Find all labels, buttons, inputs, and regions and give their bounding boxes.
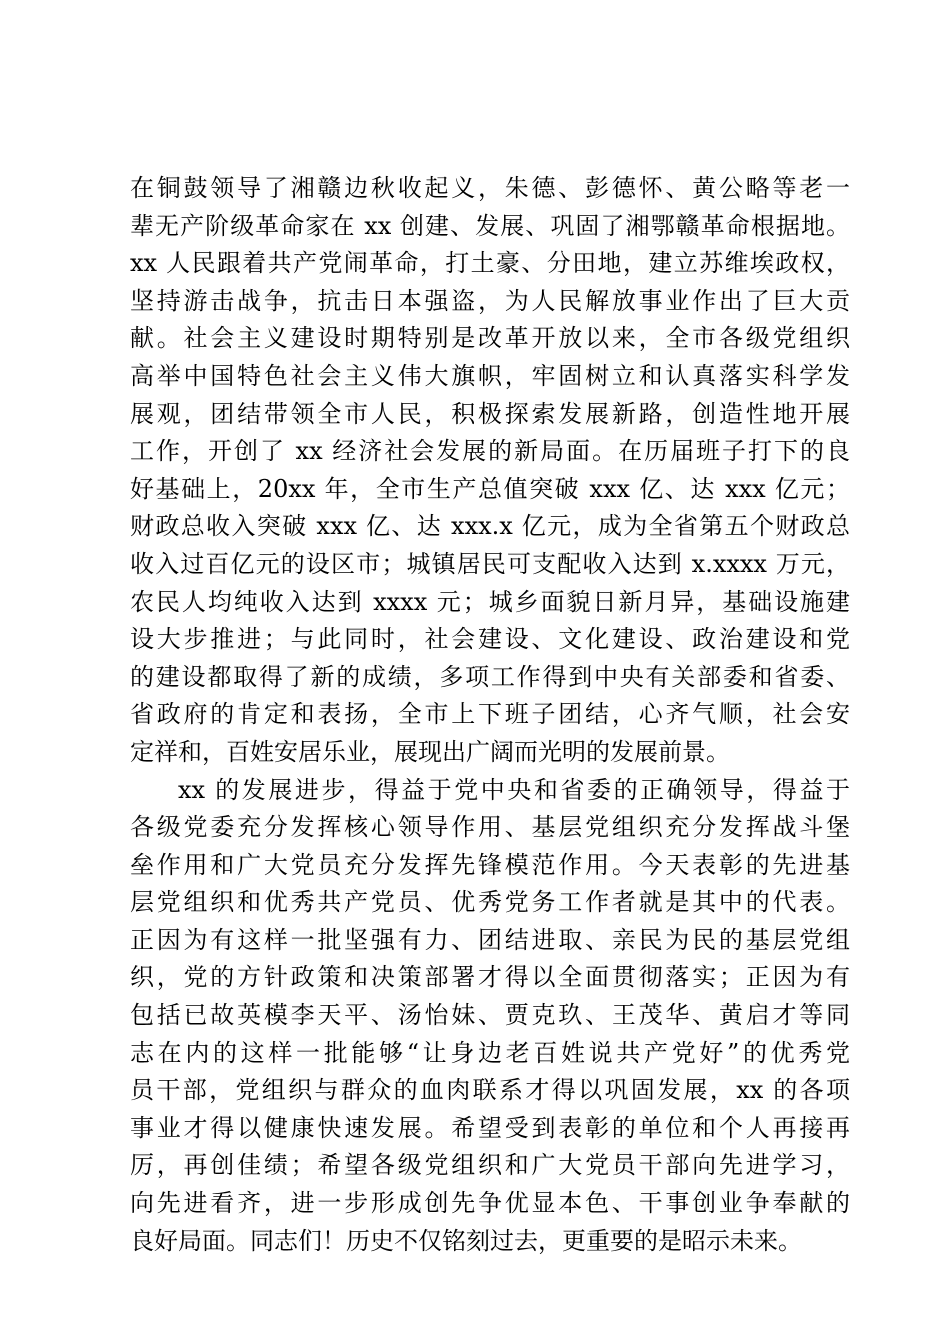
document-body [130,170,850,1260]
text-line: 农民人均纯收入达到 xxxx 元；城乡面貌日新月异，基础设施建 [130,587,850,616]
paragraph [130,170,850,772]
text-line: 设大步推进；与此同时，社会建设、文化建设、政治建设和党 [130,625,850,654]
text-line: 好基础上，20xx 年，全市生产总值突破 xxx 亿、达 xxx 亿元； [130,474,850,503]
text-line: xx 人民跟着共产党闹革命，打土豪、分田地，建立苏维埃政权， [130,249,850,278]
text-line: 省政府的肯定和表扬，全市上下班子团结，心齐气顺，社会安 [130,700,850,729]
text-line: 坚持游击战争，抗击日本强盗，为人民解放事业作出了巨大贡 [130,286,850,315]
text-line: 事业才得以健康快速发展。希望受到表彰的单位和个人再接再 [130,1113,850,1142]
text-line: 高举中国特色社会主义伟大旗帜，牢固树立和认真落实科学发 [130,361,850,390]
text-line: 财政总收入突破 xxx 亿、达 xxx.x 亿元，成为全省第五个财政总 [130,512,850,541]
text-line: 收入过百亿元的设区市；城镇居民可支配收入达到 x.xxxx 万元， [130,549,850,578]
text-line: 志在内的这样一批能够“让身边老百姓说共产党好”的优秀党 [130,1038,850,1067]
text-line: 包括已故英模李天平、汤怡妹、贾克玖、王茂华、黄启才等同 [130,1001,850,1030]
text-line: 展观，团结带领全市人民，积极探索发展新路，创造性地开展 [130,399,850,428]
text-line: 各级党委充分发挥核心领导作用、基层党组织充分发挥战斗堡 [130,813,850,842]
text-line: 工作，开创了 xx 经济社会发展的新局面。在历届班子打下的良 [130,437,850,466]
text-line: 正因为有这样一批坚强有力、团结进取、亲民为民的基层党组 [130,925,850,954]
text-line: 辈无产阶级革命家在 xx 创建、发展、巩固了湘鄂赣革命根据地。 [130,211,850,240]
text-line: 献。社会主义建设时期特别是改革开放以来，全市各级党组织 [130,324,850,353]
text-line: 厉，再创佳绩；希望各级党组织和广大党员干部向先进学习， [130,1151,850,1180]
text-line: 定祥和，百姓安居乐业，展现出广阔而光明的发展前景。 [130,737,730,766]
text-line: 良好局面。同志们！历史不仅铭刻过去，更重要的是昭示未来。 [130,1226,802,1255]
text-line: 向先进看齐，进一步形成创先争优显本色、干事创业争奉献的 [130,1189,850,1218]
text-line: xx 的发展进步，得益于党中央和省委的正确领导，得益于 [178,775,850,804]
paragraph [130,772,850,1261]
text-line: 层党组织和优秀共产党员、优秀党务工作者就是其中的代表。 [130,888,850,917]
text-line: 的建设都取得了新的成绩，多项工作得到中央有关部委和省委、 [130,662,850,691]
text-line: 织，党的方针政策和决策部署才得以全面贯彻落实；正因为有 [130,963,850,992]
text-line: 在铜鼓领导了湘赣边秋收起义，朱德、彭德怀、黄公略等老一 [130,174,850,202]
text-line: 员干部，党组织与群众的血肉联系才得以巩固发展，xx 的各项 [130,1076,850,1105]
text-line: 垒作用和广大党员充分发挥先锋模范作用。今天表彰的先进基 [130,850,850,879]
paragraph-container [130,170,850,1260]
